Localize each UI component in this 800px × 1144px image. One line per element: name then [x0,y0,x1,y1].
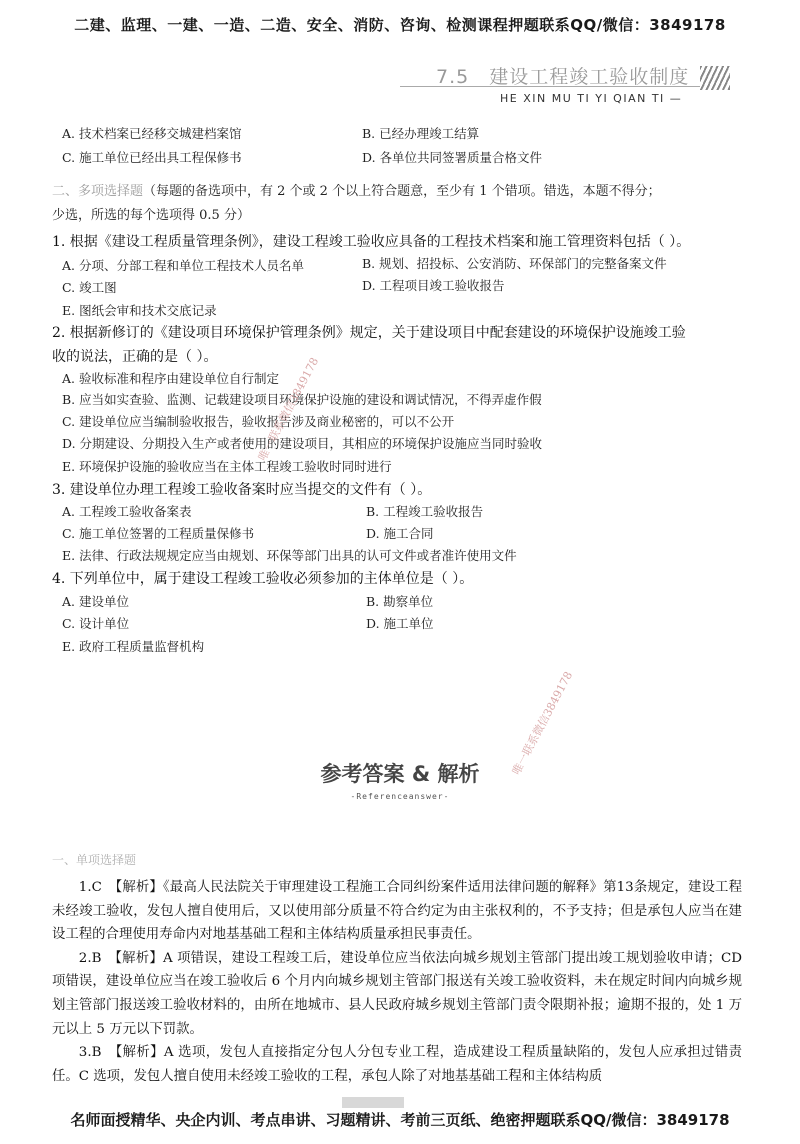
prev-option-b: B. 已经办理竣工结算 [362,126,480,141]
watermark-2: 唯一联系微信3849178 [509,669,576,778]
section-instruction-line1: （每题的备选项中，有 2 个或 2 个以上符合题意，至少有 1 个错项。错选，本题不得分； [143,184,661,199]
q1-option-b: B. 规划、招投标、公安消防、环保部门的完整备案文件 [362,256,667,271]
question-2-stem: 2. 根据新修订的《建设项目环境保护管理条例》规定，关于建设项目中配套建设的环境保护设施竣工验 [52,325,686,341]
prev-option-a: A. 技术档案已经移交城建档案馆 [62,126,242,141]
q3-option-c: C. 施工单位签署的工程质量保修书 [62,526,255,541]
q4-option-b: B. 勘察单位 [366,594,434,609]
bottom-banner: 名师面授精华、央企内训、考点串讲、习题精讲、考前三页纸、绝密押题联系QQ/微信：3849178 [70,1111,730,1129]
section-label: 二、多项选择题 [52,184,144,199]
q1-option-d: D. 工程项目竣工验收报告 [362,278,505,293]
q2-option-e: E. 环境保护设施的验收应当在主体工程竣工验收时同时进行 [62,459,392,474]
chapter-decoration [700,66,730,90]
q1-option-e: E. 图纸会审和技术交底记录 [62,303,217,318]
answers-title: 参考答案 & 解析 [320,762,480,786]
q2-option-a: A. 验收标准和程序由建设单位自行制定 [62,371,279,386]
section-instruction-line2: 少选，所选的每个选项得 0.5 分） [52,208,250,223]
chapter-header [400,60,736,104]
prev-option-c: C. 施工单位已经出具工程保修书 [62,150,242,165]
q4-option-e: E. 政府工程质量监督机构 [62,639,205,654]
answers-subtitle: -Referenceanswer- [350,792,450,801]
section-instruction [52,180,661,199]
q3-option-d: D. 施工合同 [366,526,434,541]
question-1-stem: 1. 根据《建设工程质量管理条例》，建设工程竣工验收应具备的工程技术档案和施工管理资料包括（ ）。 [52,234,691,250]
question-4-stem: 4. 下列单位中，属于建设工程竣工验收必须参加的主体单位是（ ）。 [52,571,474,587]
watermark-1: 唯一联系微信3849178 [255,355,322,464]
q3-option-a: A. 工程竣工验收备案表 [62,504,192,519]
q1-option-a: A. 分项、分部工程和单位工程技术人员名单 [62,258,304,273]
q4-option-a: A. 建设单位 [62,594,129,609]
q3-option-b: B. 工程竣工验收报告 [366,504,484,519]
prev-option-d: D. 各单位共同签署质量合格文件 [362,150,543,165]
answer-1: 1.C 【解析】《最高人民法院关于审理建设工程施工合同纠纷案件适用法律问题的解释》第13条规定，建设工程未经竣工验收，发包人擅自使用后，又以使用部分质量不符合约定为由主张权利的，不予支持；但是承包人应当在建设工程的合理使用寿命内对地基基础工程和主体结构质量承担民事责任。 [52,880,742,943]
q4-option-c: C. 设计单位 [62,616,130,631]
question-2-stem-line2: 收的说法，正确的是（ ）。 [52,349,218,365]
q1-option-c: C. 竣工图 [62,280,117,295]
q3-option-e: E. 法律、行政法规规定应当由规划、环保等部门出具的认可文件或者准许使用文件 [62,548,517,563]
answer-3: 3.B 【解析】A 选项，发包人直接指定分包人分包专业工程，造成建设工程质量缺陷的，发包人应承担过错责任。C 选项，发包人擅自使用未经竣工验收的工程，承包人除了对地基基础工程和主体结构质 [52,1045,742,1084]
q2-option-c: C. 建设单位应当编制验收报告，验收报告涉及商业秘密的，可以不公开 [62,414,455,429]
q4-option-d: D. 施工单位 [366,616,434,631]
top-banner: 二建、监理、一建、一造、二造、安全、消防、咨询、检测课程押题联系QQ/微信：3849178 [74,16,726,34]
answers-section-label: 一、单项选择题 [52,853,137,867]
q2-option-b: B. 应当如实查验、监测、记载建设项目环境保护设施的建设和调试情况，不得弄虚作假 [62,392,542,407]
answer-explanations [52,876,742,1088]
question-3-stem: 3. 建设单位办理工程竣工验收备案时应当提交的文件有（ ）。 [52,482,432,498]
chapter-title: 7.5 建设工程竣工验收制度 [436,66,690,88]
chapter-subtitle: HE XIN MU TI YI QIAN TI — [500,92,683,105]
page-number-stamp [342,1097,404,1108]
q2-option-d: D. 分期建设、分期投入生产或者使用的建设项目，其相应的环境保护设施应当同时验收 [62,436,543,451]
answer-2: 2.B 【解析】A 项错误，建设工程竣工后，建设单位应当依法向城乡规划主管部门提出竣工规划验收申请；CD 项错误，建设单位应当在竣工验收后 6 个月内向城乡规划主管部门报送有关竣工验收资料，未在规定时间内向城乡规划主管部门报送竣工验收材料的，由所在地城市、县人民政府城乡规划主管部门责令限期补报；逾期不报的，处 1 万元以上 5 万元以下罚款。 [52,950,742,1037]
